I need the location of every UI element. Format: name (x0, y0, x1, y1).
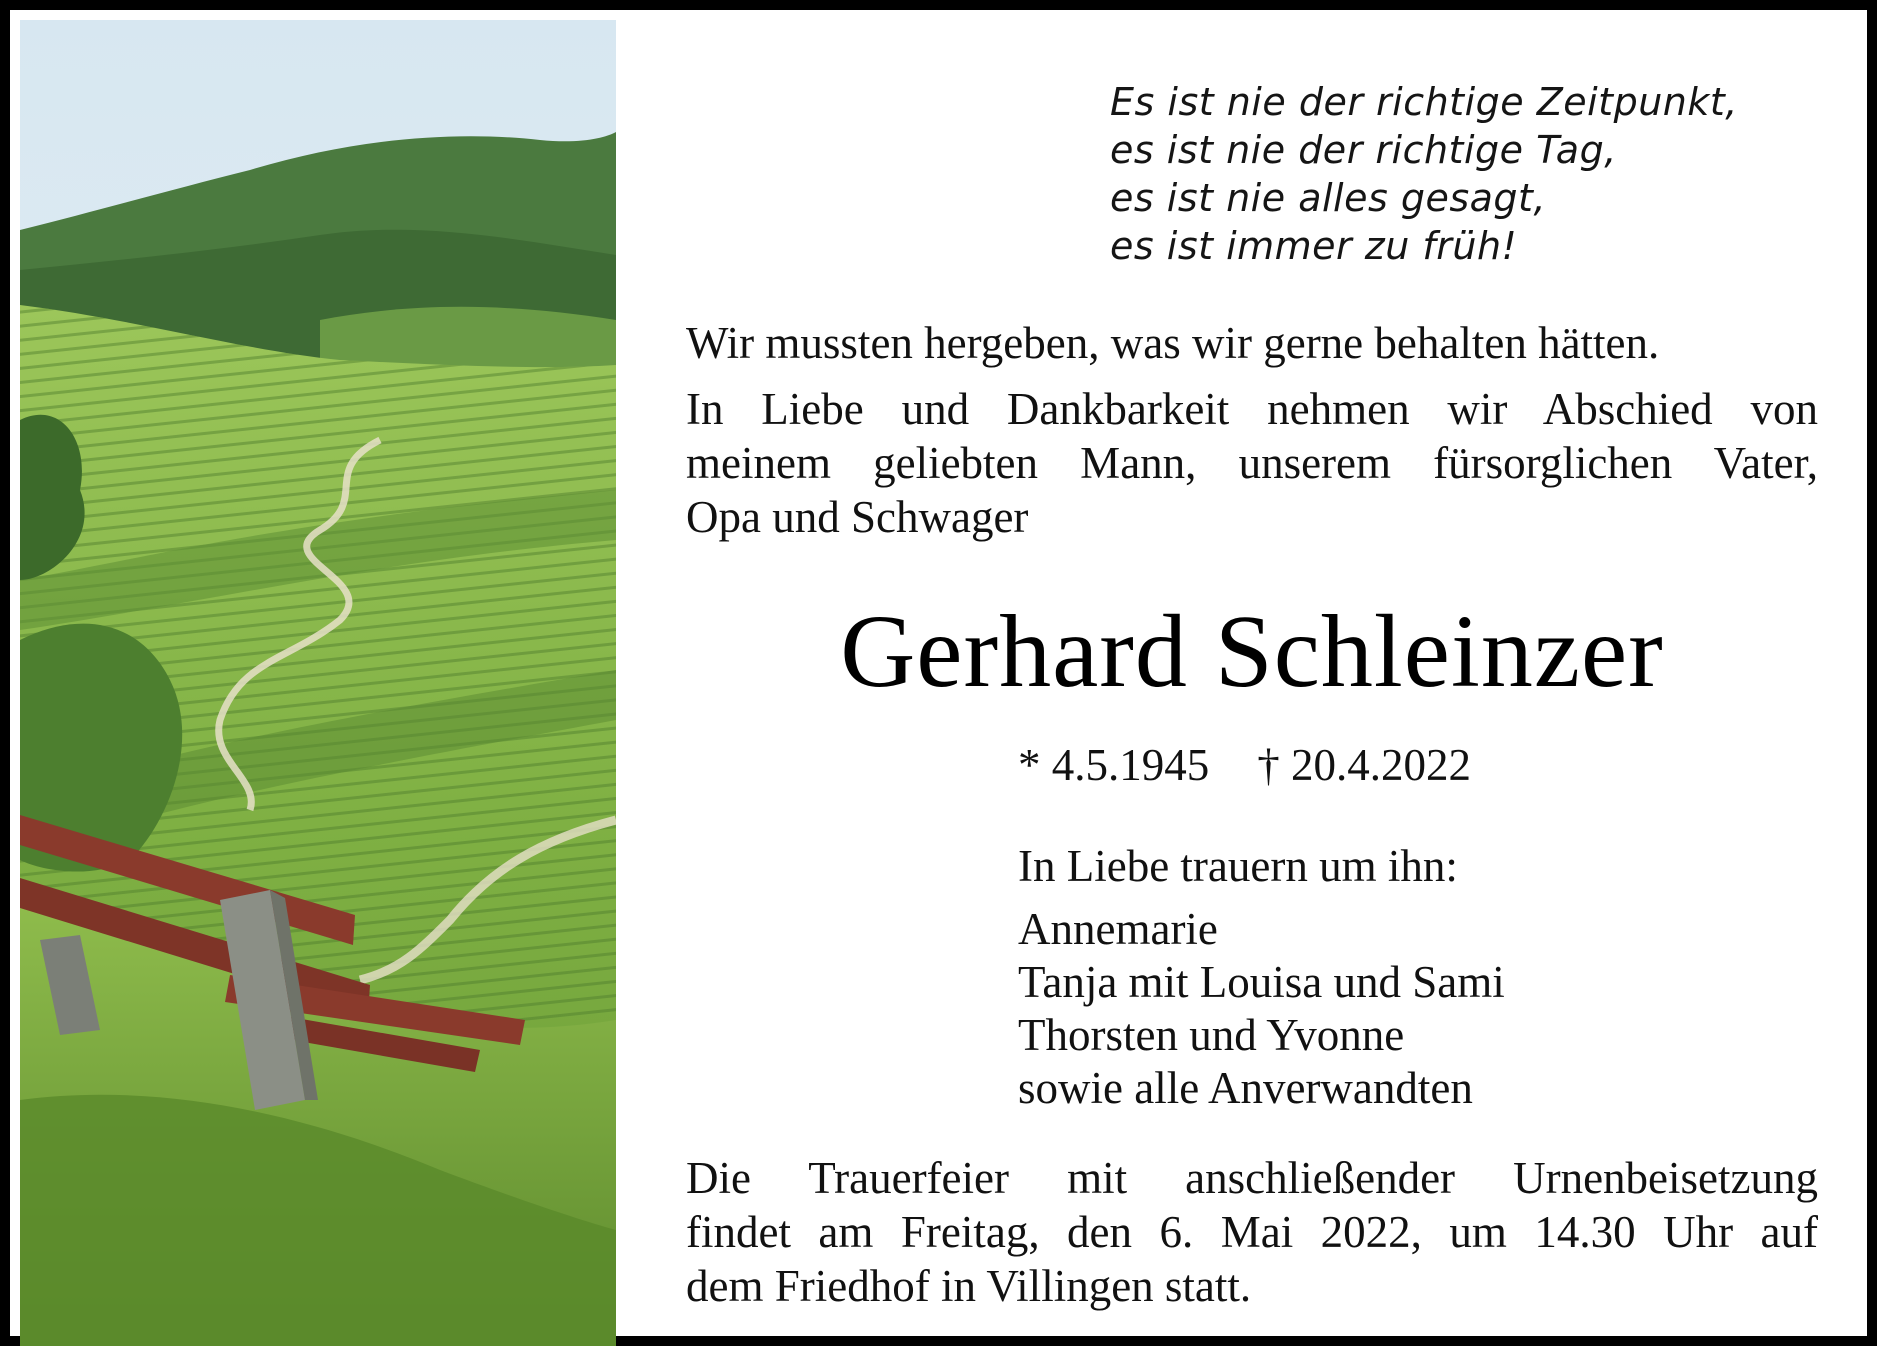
ceremony-line: findet am Freitag, den 6. Mai 2022, um 14.30 Uhr auf (686, 1207, 1818, 1257)
death-date: † 20.4.2022 (1257, 740, 1471, 790)
poem (1110, 78, 1738, 270)
mourner-name: Annemarie (1018, 904, 1218, 954)
mourner-name: Thorsten und Yvonne (1018, 1010, 1405, 1060)
intro-line: Wir mussten hergeben, was wir gerne behalten hätten. (686, 318, 1660, 368)
farewell-paragraph (686, 382, 1818, 544)
mourners-intro: In Liebe trauern um ihn: (1018, 841, 1458, 891)
mourner-name: sowie alle Anverwandten (1018, 1063, 1473, 1113)
ceremony-line: Die Trauerfeier mit anschließender Urnenbeisetzung (686, 1153, 1818, 1203)
ceremony-paragraph (686, 1151, 1818, 1313)
farewell-line: Opa und Schwager (686, 492, 1029, 542)
life-dates (1018, 738, 1471, 792)
mourners-list (1018, 840, 1505, 1115)
birth-date: * 4.5.1945 (1018, 740, 1210, 790)
poem-line: Es ist nie der richtige Zeitpunkt, (1110, 80, 1738, 124)
mourner-name: Tanja mit Louisa und Sami (1018, 957, 1505, 1007)
vineyard-bench-photo (20, 20, 616, 1346)
poem-line: es ist immer zu früh! (1110, 224, 1518, 268)
deceased-name: Gerhard Schleinzer (840, 594, 1664, 709)
poem-line: es ist nie alles gesagt, (1110, 176, 1547, 220)
poem-line: es ist nie der richtige Tag, (1110, 128, 1617, 172)
farewell-line: meinem geliebten Mann, unserem fürsorglichen Vater, (686, 438, 1818, 488)
ceremony-line: dem Friedhof in Villingen statt. (686, 1261, 1252, 1311)
obituary-text (686, 20, 1818, 1346)
farewell-line: In Liebe und Dankbarkeit nehmen wir Abschied von (686, 384, 1818, 434)
